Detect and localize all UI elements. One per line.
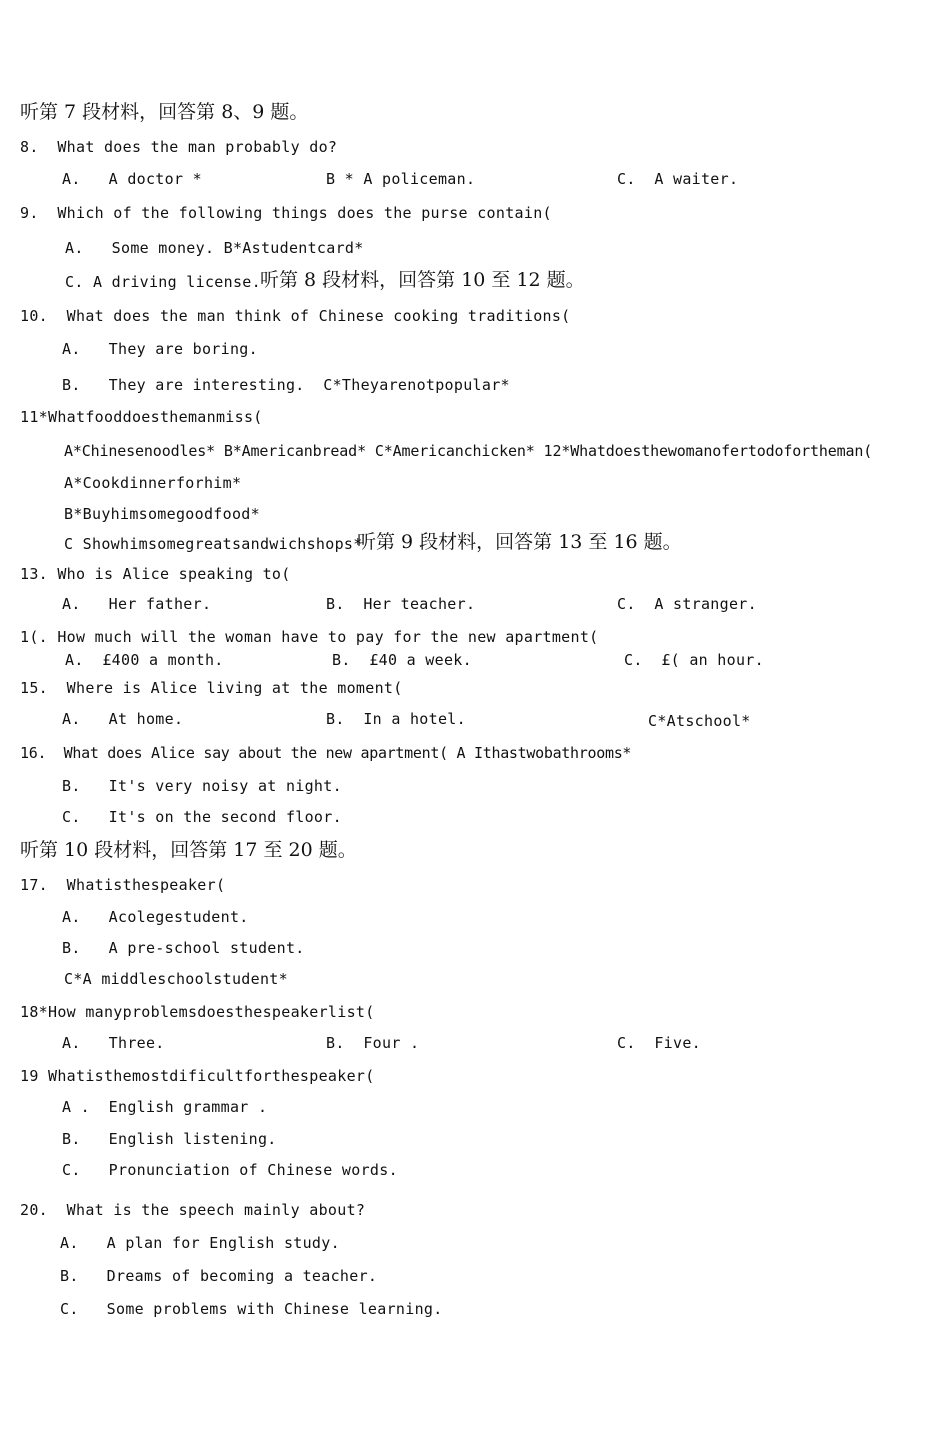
option-11-abc: A*Chinesenoodles* B*Americanbread* C*Americanchicken* 12*Whatdoesthewomanofertodofortheman( <box>64 442 873 460</box>
question-9: 9. Which of the following things does the purse contain( <box>20 204 552 222</box>
option-10-bc: B. They are interesting. C*Theyarenotpopular* <box>62 376 510 394</box>
option-13-b: B. Her teacher. <box>326 595 476 613</box>
option-20-a: A. A plan for English study. <box>60 1234 340 1252</box>
question-18: 18*How manyproblemsdoesthespeakerlist( <box>20 1003 375 1021</box>
section-heading-9: 听第 9 段材料，回答第 13 至 16 题。 <box>357 531 682 553</box>
option-15-b: B. In a hotel. <box>326 710 466 728</box>
section-heading-8: 听第 8 段材料，回答第 10 至 12 题。 <box>260 269 585 291</box>
question-14: 1(. How much will the woman have to pay for the new apartment( <box>20 628 599 646</box>
section-heading-10: 听第 10 段材料，回答第 17 至 20 题。 <box>20 839 357 861</box>
option-18-b: B. Four . <box>326 1034 420 1052</box>
option-12-c: C Showhimsomegreatsandwichshops* <box>64 535 363 553</box>
question-16: 16. What does Alice say about the new apartment( A Ithastwobathrooms* <box>20 744 632 762</box>
option-10-a: A. They are boring. <box>62 340 258 358</box>
option-17-a: A. Acolegestudent. <box>62 908 249 926</box>
option-14-b: B. £40 a week. <box>332 651 472 669</box>
option-15-a: A. At home. <box>62 710 184 728</box>
option-12-b: B*Buyhimsomegoodfood* <box>64 505 260 523</box>
option-8-b: B * A policeman. <box>326 170 476 188</box>
question-8: 8. What does the man probably do? <box>20 138 338 156</box>
option-18-c: C. Five. <box>617 1034 701 1052</box>
question-15: 15. Where is Alice living at the moment( <box>20 679 403 697</box>
option-13-a: A. Her father. <box>62 595 212 613</box>
question-17: 17. Whatisthespeaker( <box>20 876 226 894</box>
question-10: 10. What does the man think of Chinese cooking traditions( <box>20 307 571 325</box>
option-12-a: A*Cookdinnerforhim* <box>64 474 242 492</box>
option-17-c: C*A middleschoolstudent* <box>64 970 288 988</box>
option-16-b: B. It's very noisy at night. <box>62 777 342 795</box>
option-19-a: A . English grammar . <box>62 1098 268 1116</box>
question-13: 13. Who is Alice speaking to( <box>20 565 291 583</box>
option-19-b: B. English listening. <box>62 1130 277 1148</box>
option-8-c: C. A waiter. <box>617 170 739 188</box>
option-9-c: C. A driving license. <box>65 273 261 291</box>
option-18-a: A. Three. <box>62 1034 165 1052</box>
section-heading-7: 听第 7 段材料，回答第 8、9 题。 <box>20 101 309 123</box>
question-20: 20. What is the speech mainly about? <box>20 1201 366 1219</box>
option-15-c: C*Atschool* <box>648 712 751 730</box>
option-9-ab: A. Some money. B*Astudentcard* <box>65 239 364 257</box>
option-20-b: B. Dreams of becoming a teacher. <box>60 1267 378 1285</box>
option-13-c: C. A stranger. <box>617 595 757 613</box>
option-14-c: C. £( an hour. <box>624 651 764 669</box>
option-19-c: C. Pronunciation of Chinese words. <box>62 1161 398 1179</box>
option-14-a: A. £400 a month. <box>65 651 224 669</box>
question-19: 19 Whatisthemostdificultforthespeaker( <box>20 1067 375 1085</box>
option-8-a: A. A doctor * <box>62 170 202 188</box>
option-20-c: C. Some problems with Chinese learning. <box>60 1300 443 1318</box>
option-17-b: B. A pre-school student. <box>62 939 305 957</box>
option-16-c: C. It's on the second floor. <box>62 808 342 826</box>
question-11: 11*Whatfooddoesthemanmiss( <box>20 408 263 426</box>
